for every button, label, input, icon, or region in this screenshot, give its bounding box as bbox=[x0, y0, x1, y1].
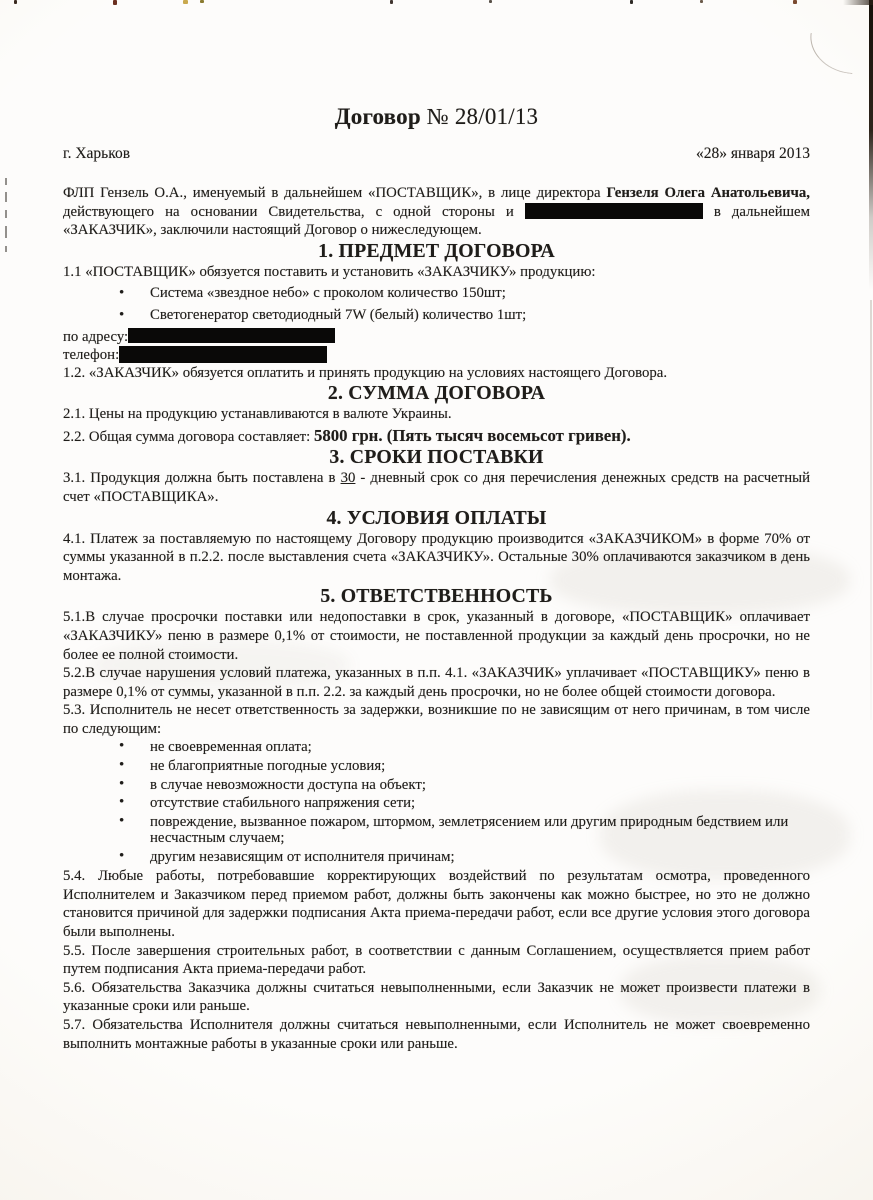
clause-3-1-text: - дневный срок со дня перечисления денежных средств на расчетный счет «ПОСТАВЩИКА». bbox=[63, 470, 810, 505]
intro-text: ФЛП Гензель О.А., именуемый в дальнейшем «ПОСТАВЩИК», в лице директора bbox=[63, 185, 607, 201]
cause-list-item bbox=[63, 849, 810, 865]
address-label: по адресу: bbox=[63, 328, 129, 345]
intro-paragraph bbox=[63, 184, 810, 240]
scan-edge-artifact bbox=[869, 0, 873, 290]
contract-sum-label: 2.2. Общая сумма договора составляет: bbox=[63, 428, 314, 445]
cause-list-item bbox=[63, 758, 810, 774]
cause-list-item bbox=[63, 739, 810, 755]
scan-edge-artifact bbox=[870, 300, 872, 720]
cause-item-text: отсутствие стабильного напряжения сети; bbox=[150, 795, 416, 812]
cause-item-text: не благоприятные погодные условия; bbox=[150, 758, 386, 775]
phone-label: телефон: bbox=[63, 346, 120, 363]
cause-item-text: не своевременная оплата; bbox=[150, 739, 312, 756]
scan-left-edge-marks bbox=[5, 178, 8, 268]
section-4-heading: 4. УСЛОВИЯ ОПЛАТЫ bbox=[326, 506, 547, 529]
phone-line bbox=[63, 346, 810, 364]
section-5-heading: 5. ОТВЕТСТВЕННОСТЬ bbox=[320, 585, 553, 608]
clause-3-1 bbox=[63, 469, 810, 506]
product-list bbox=[63, 283, 810, 327]
section-3-heading: 3. СРОКИ ПОСТАВКИ bbox=[329, 446, 544, 469]
document-title bbox=[63, 104, 810, 130]
intro-text: в дальнейшем «ЗАКАЗЧИК», заключили настоящий Договор о нижеследующем. bbox=[63, 203, 810, 239]
redaction-box bbox=[119, 346, 327, 363]
meta-row bbox=[63, 145, 810, 163]
address-line bbox=[63, 328, 810, 346]
city-label: г. Харьков bbox=[63, 145, 131, 162]
cause-list-item bbox=[63, 777, 810, 793]
clause-1-2: 1.2. «ЗАКАЗЧИК» обязуется оплатить и принять продукцию на условиях настоящего Договора. bbox=[63, 364, 668, 381]
document-title-number: № 28/01/13 bbox=[426, 104, 539, 129]
date-label: «28» января 2013 bbox=[695, 145, 810, 162]
clause-2-2 bbox=[63, 427, 810, 447]
scan-hair-artifact bbox=[806, 33, 857, 74]
clause-5-5: 5.5. После завершения строительных работ, в соответствии с данным Соглашением, осуществляется прием работ путем подписания Акта приема-передачи работ. bbox=[63, 942, 810, 978]
delivery-days-value: 30 bbox=[340, 470, 356, 487]
scan-corner-artifact bbox=[843, 0, 873, 5]
document-title-word: Договор bbox=[334, 104, 421, 129]
cause-item-text: другим независящим от исполнителя причинам; bbox=[150, 848, 455, 865]
clause-1-1: 1.1 «ПОСТАВЩИК» обязуется поставить и установить «ЗАКАЗЧИКУ» продукцию: bbox=[63, 263, 596, 280]
cause-item-text: повреждение, вызванное пожаром, штормом, землетрясением или другим природным бедствием или несчастным случаем; bbox=[150, 813, 789, 847]
clause-5-4: 5.4. Любые работы, потребовавшие корректирующих воздействий по результатам осмотра, проведенного Исполнителем и Заказчиком перед приемом работ, должны быть закончены как можно быстрее, но это не должно становится причиной для задержки подписания Акта приема-передачи работ, если все другие условия этого договора были выполнены. bbox=[63, 868, 810, 941]
product-list-item bbox=[63, 283, 810, 305]
clause-5-3: 5.3. Исполнитель не несет ответственность за задержки, возникшие по не зависящим от него причинам, в том числе по следующим: bbox=[63, 702, 810, 737]
redaction-box bbox=[128, 328, 335, 343]
supplier-director-name: Гензеля Олега Анатольевича, bbox=[606, 185, 810, 201]
cause-list-item bbox=[63, 795, 810, 811]
cause-item-text: в случае невозможности доступа на объект; bbox=[150, 776, 426, 793]
product-list-item bbox=[63, 305, 810, 327]
clause-2-1: 2.1. Цены на продукцию устанавливаются в валюте Украины. bbox=[63, 406, 452, 423]
product-item-text: Система «звездное небо» с проколом количество 150шт; bbox=[150, 285, 506, 302]
clause-5-7: 5.7. Обязательства Исполнителя должны считаться невыполненными, если Исполнитель не может своевременно выполнить монтажные работы в указанные сроки или раньше. bbox=[63, 1016, 810, 1052]
section-2-heading: 2. СУММА ДОГОВОРА bbox=[327, 382, 546, 405]
cause-list-item bbox=[63, 814, 810, 846]
redaction-box bbox=[525, 203, 703, 219]
document-content bbox=[63, 104, 810, 1053]
clause-5-2: 5.2.В случае нарушения условий платежа, указанных в п.п. 4.1. «ЗАКАЗЧИК» уплачивает «ПОСТАВЩИКУ» пеню в размере 0,1% от суммы, указанной в п.п. 2.2. за каждый день просрочки, но не более общей стоимости договора. bbox=[63, 665, 810, 700]
contract-sum-amount: 5800 грн. (Пять тысяч восемьсот гривен). bbox=[313, 425, 631, 445]
clause-3-1-text: 3.1. Продукция должна быть поставлена в bbox=[63, 470, 341, 487]
intro-text: действующего на основании Свидетельства, с одной стороны и bbox=[63, 203, 525, 220]
clause-4-1: 4.1. Платеж за поставляемую по настоящему Договору продукцию производится «ЗАКАЗЧИКОМ» в форме 70% от суммы указанной в п.2.2. после выставления счета «ЗАКАЗЧИКУ». Остальные 30% оплачиваются заказчиком в день монтажа. bbox=[63, 530, 810, 584]
clause-5-6: 5.6. Обязательства Заказчика должны считаться невыполненными, если Заказчик не может произвести платежи в указанные сроки или раньше. bbox=[63, 979, 810, 1015]
delay-causes-list bbox=[63, 739, 810, 864]
section-1-heading: 1. ПРЕДМЕТ ДОГОВОРА bbox=[318, 239, 555, 262]
product-item-text: Светогенератор светодиодный 7W (белый) количество 1шт; bbox=[150, 307, 527, 324]
clause-5-1: 5.1.В случае просрочки поставки или недопоставки в срок, указанный в договоре, «ПОСТАВЩИК» оплачивает «ЗАКАЗЧИКУ» пеню в размере 0,1% от стоимости, не поставленной продукции за каждый день просрочки, но не более ее полной стоимости. bbox=[63, 609, 810, 663]
